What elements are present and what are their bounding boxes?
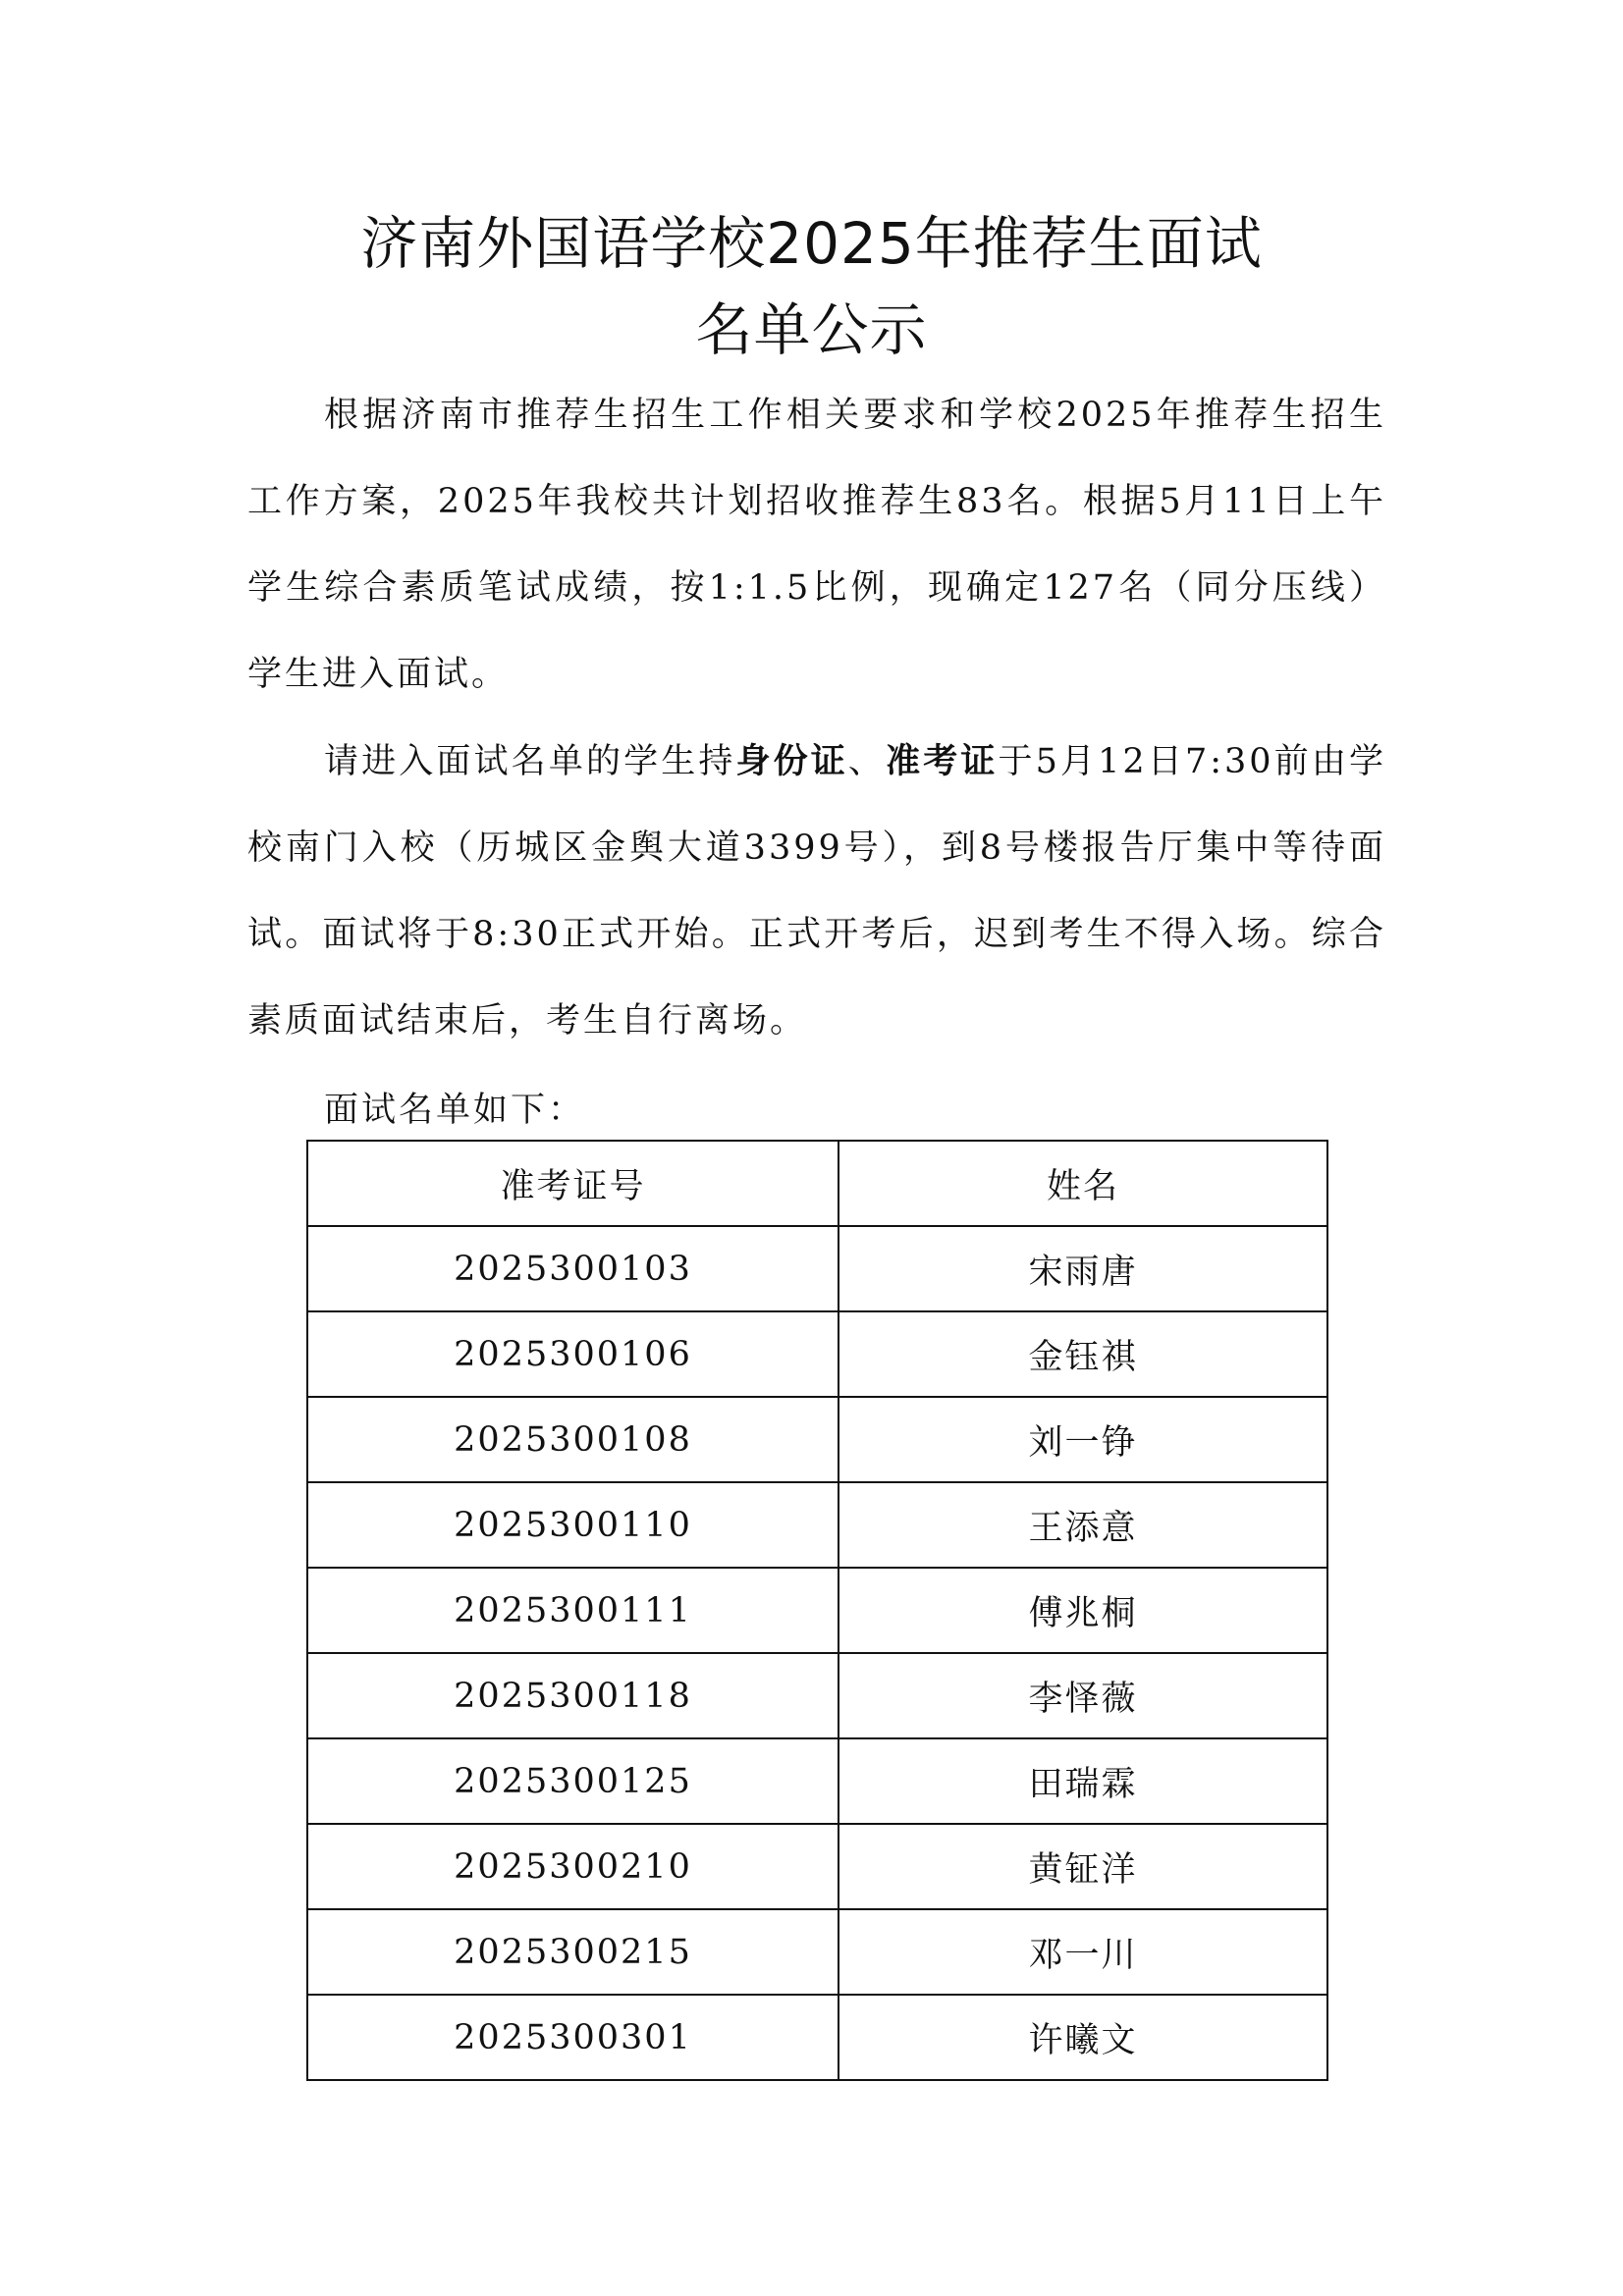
page-title: 济南外国语学校2025年推荐生面试: [360, 210, 1263, 277]
table-row: [307, 1653, 1327, 1738]
name-cell: 金钰祺: [839, 1311, 1327, 1397]
table-row: [307, 1311, 1327, 1397]
ticket-number-cell: 2025300215: [307, 1909, 839, 1995]
instruction-text-before: 请进入面试名单的学生持: [324, 742, 736, 781]
ticket-number-cell: 2025300111: [307, 1568, 839, 1653]
table-row: [307, 1226, 1327, 1311]
ticket-number-cell: 2025300210: [307, 1824, 839, 1909]
name-cell: 王添意: [839, 1482, 1327, 1568]
table-row: [307, 1568, 1327, 1653]
interview-list: [306, 1140, 1326, 2081]
table-row: [307, 1738, 1327, 1824]
instruction-paragraph: [247, 719, 1386, 1064]
ticket-number-cell: 2025300301: [307, 1995, 839, 2080]
name-cell: 宋雨唐: [839, 1226, 1327, 1311]
table-row: [307, 1397, 1327, 1482]
table-row: [307, 1482, 1327, 1568]
table-row: [307, 1995, 1327, 2080]
ticket-number-cell: 2025300125: [307, 1738, 839, 1824]
table-header-row: [307, 1141, 1327, 1226]
table-row: [307, 1909, 1327, 1995]
ticket-number-cell: 2025300108: [307, 1397, 839, 1482]
header-name: 姓名: [839, 1141, 1327, 1226]
name-cell: 邓一川: [839, 1909, 1327, 1995]
name-cell: 许曦文: [839, 1995, 1327, 2080]
ticket-number-cell: 2025300106: [307, 1311, 839, 1397]
instruction-separator: 、: [847, 742, 887, 781]
header-ticket-number: 准考证号: [307, 1141, 839, 1226]
ticket-number-cell: 2025300110: [307, 1482, 839, 1568]
page-subtitle: 名单公示: [695, 296, 928, 363]
ticket-number-cell: 2025300103: [307, 1226, 839, 1311]
id-card-emphasis: 身份证: [735, 742, 848, 781]
intro-paragraph: 根据济南市推荐生招生工作相关要求和学校2025年推荐生招生工作方案，2025年我校共计划招收推荐生83名。根据5月11日上午学生综合素质笔试成绩，按1:1.5比例，现确定127名（同分压线）学生进入面试。: [247, 396, 1386, 694]
instruction-text-after: 于5月12日7:30前由学校南门入校（历城区金舆大道3399号），到8号楼报告厅集中等待面试。面试将于8:30正式开始。正式开考后，迟到考生不得入场。综合素质面试结束后，考生自行离场。: [247, 742, 1386, 1041]
name-cell: 傅兆桐: [839, 1568, 1327, 1653]
name-cell: 黄钲洋: [839, 1824, 1327, 1909]
ticket-number-cell: 2025300118: [307, 1653, 839, 1738]
admission-ticket-emphasis: 准考证: [886, 742, 999, 781]
name-cell: 李怿薇: [839, 1653, 1327, 1738]
list-intro: 面试名单如下：: [324, 1091, 586, 1130]
name-cell: 田瑞霖: [839, 1738, 1327, 1824]
interview-table: [306, 1140, 1328, 2081]
table-row: [307, 1824, 1327, 1909]
name-cell: 刘一铮: [839, 1397, 1327, 1482]
